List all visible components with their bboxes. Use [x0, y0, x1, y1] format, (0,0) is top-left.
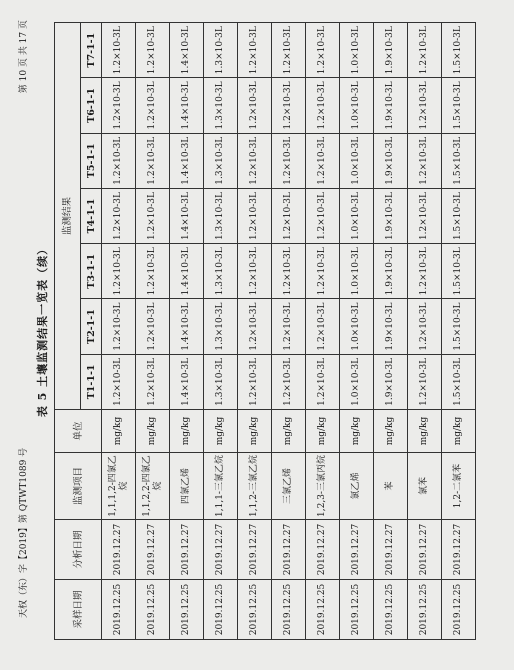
value-cell: 1.2×10-3L — [136, 244, 170, 299]
value-cell: 1.5×10-3L — [442, 23, 476, 78]
value-cell: 1.2×10-3L — [136, 23, 170, 78]
value-cell: 1.2×10-3L — [306, 354, 340, 409]
value-cell: 1.5×10-3L — [442, 78, 476, 133]
item-cell: 氯苯 — [408, 453, 442, 520]
value-cell: 1.9×10-3L — [374, 188, 408, 243]
col-point-t6-1-1: T6-1-1 — [81, 78, 102, 133]
unit-cell: mg/kg — [374, 410, 408, 453]
sample-date-cell: 2019.12.25 — [408, 580, 442, 640]
analysis-date-cell: 2019.12.27 — [102, 520, 136, 580]
table-row — [408, 23, 442, 640]
value-cell: 1.0×10-3L — [340, 188, 374, 243]
sample-date-cell: 2019.12.25 — [442, 580, 476, 640]
table-row — [272, 23, 306, 640]
value-cell: 1.9×10-3L — [374, 23, 408, 78]
value-cell: 1.4×10-3L — [170, 78, 204, 133]
col-item: 监测项目 — [55, 453, 102, 520]
col-point-t5-1-1: T5-1-1 — [81, 133, 102, 188]
sample-date-cell: 2019.12.25 — [238, 580, 272, 640]
col-point-t3-1-1: T3-1-1 — [81, 244, 102, 299]
value-cell: 1.2×10-3L — [238, 244, 272, 299]
sample-date-cell: 2019.12.25 — [102, 580, 136, 640]
table-row — [442, 23, 476, 640]
rotated-page-content — [19, 10, 492, 650]
item-cell: 三氯乙烯 — [272, 453, 306, 520]
value-cell: 1.2×10-3L — [102, 244, 136, 299]
value-cell: 1.3×10-3L — [204, 133, 238, 188]
value-cell: 1.5×10-3L — [442, 244, 476, 299]
value-cell: 1.2×10-3L — [306, 299, 340, 354]
value-cell: 1.4×10-3L — [170, 133, 204, 188]
value-cell: 1.5×10-3L — [442, 133, 476, 188]
item-cell: 1,2-二氯苯 — [442, 453, 476, 520]
col-point-t2-1-1: T2-1-1 — [81, 299, 102, 354]
table-row — [238, 23, 272, 640]
table-row — [102, 23, 136, 640]
unit-cell: mg/kg — [102, 410, 136, 453]
analysis-date-cell: 2019.12.27 — [374, 520, 408, 580]
value-cell: 1.2×10-3L — [102, 78, 136, 133]
sample-date-cell: 2019.12.25 — [374, 580, 408, 640]
value-cell: 1.4×10-3L — [170, 23, 204, 78]
value-cell: 1.4×10-3L — [170, 354, 204, 409]
item-cell: 四氯乙烯 — [170, 453, 204, 520]
value-cell: 1.2×10-3L — [272, 354, 306, 409]
value-cell: 1.2×10-3L — [272, 78, 306, 133]
item-cell: 1,1,2-三氯乙烷 — [238, 453, 272, 520]
value-cell: 1.2×10-3L — [272, 133, 306, 188]
analysis-date-cell: 2019.12.27 — [136, 520, 170, 580]
table-row — [170, 23, 204, 640]
value-cell: 1.2×10-3L — [238, 354, 272, 409]
col-point-t7-1-1: T7-1-1 — [81, 23, 102, 78]
item-cell: 1,2,3-三氯丙烷 — [306, 453, 340, 520]
value-cell: 1.9×10-3L — [374, 299, 408, 354]
value-cell: 1.2×10-3L — [102, 299, 136, 354]
analysis-date-cell: 2019.12.27 — [306, 520, 340, 580]
value-cell: 1.2×10-3L — [238, 78, 272, 133]
unit-cell: mg/kg — [170, 410, 204, 453]
value-cell: 1.2×10-3L — [136, 78, 170, 133]
value-cell: 1.0×10-3L — [340, 78, 374, 133]
analysis-date-cell: 2019.12.27 — [170, 520, 204, 580]
value-cell: 1.2×10-3L — [238, 133, 272, 188]
value-cell: 1.2×10-3L — [102, 133, 136, 188]
table-row — [204, 23, 238, 640]
value-cell: 1.0×10-3L — [340, 244, 374, 299]
value-cell: 1.2×10-3L — [272, 299, 306, 354]
value-cell: 1.5×10-3L — [442, 354, 476, 409]
value-cell: 1.2×10-3L — [408, 23, 442, 78]
col-sample-date: 采样日期 — [55, 580, 102, 640]
value-cell: 1.0×10-3L — [340, 354, 374, 409]
sample-date-cell: 2019.12.25 — [340, 580, 374, 640]
value-cell: 1.4×10-3L — [170, 244, 204, 299]
table-title: 表 5 土壤监测结果一览表（续） — [36, 242, 49, 418]
value-cell: 1.2×10-3L — [306, 133, 340, 188]
sample-date-cell: 2019.12.25 — [272, 580, 306, 640]
value-cell: 1.2×10-3L — [238, 188, 272, 243]
analysis-date-cell: 2019.12.27 — [442, 520, 476, 580]
col-point-t4-1-1: T4-1-1 — [81, 188, 102, 243]
value-cell: 1.2×10-3L — [136, 299, 170, 354]
value-cell: 1.2×10-3L — [136, 354, 170, 409]
analysis-date-cell: 2019.12.27 — [204, 520, 238, 580]
unit-cell: mg/kg — [136, 410, 170, 453]
value-cell: 1.2×10-3L — [408, 188, 442, 243]
value-cell: 1.2×10-3L — [408, 244, 442, 299]
value-cell: 1.2×10-3L — [306, 244, 340, 299]
unit-cell: mg/kg — [408, 410, 442, 453]
analysis-date-cell: 2019.12.27 — [340, 520, 374, 580]
value-cell: 1.2×10-3L — [102, 188, 136, 243]
value-cell: 1.2×10-3L — [408, 133, 442, 188]
value-cell: 1.9×10-3L — [374, 354, 408, 409]
analysis-date-cell: 2019.12.27 — [408, 520, 442, 580]
unit-cell: mg/kg — [306, 410, 340, 453]
col-point-t1-1-1: T1-1-1 — [81, 354, 102, 409]
unit-cell: mg/kg — [340, 410, 374, 453]
value-cell: 1.2×10-3L — [136, 133, 170, 188]
value-cell: 1.3×10-3L — [204, 244, 238, 299]
sample-date-cell: 2019.12.25 — [170, 580, 204, 640]
item-cell: 1,1,2,2-四氯乙烷 — [136, 453, 170, 520]
sample-date-cell: 2019.12.25 — [306, 580, 340, 640]
value-cell: 1.2×10-3L — [272, 244, 306, 299]
value-cell: 1.0×10-3L — [340, 133, 374, 188]
table-row — [340, 23, 374, 640]
value-cell: 1.2×10-3L — [102, 354, 136, 409]
item-cell: 氯乙烯 — [340, 453, 374, 520]
value-cell: 1.2×10-3L — [306, 188, 340, 243]
unit-cell: mg/kg — [238, 410, 272, 453]
analysis-date-cell: 2019.12.27 — [238, 520, 272, 580]
value-cell: 1.2×10-3L — [272, 23, 306, 78]
value-cell: 1.9×10-3L — [374, 133, 408, 188]
col-unit: 单位 — [55, 410, 102, 453]
value-cell: 1.2×10-3L — [272, 188, 306, 243]
value-cell: 1.5×10-3L — [442, 188, 476, 243]
analysis-date-cell: 2019.12.27 — [272, 520, 306, 580]
item-cell: 1,1,1,2-四氯乙烷 — [102, 453, 136, 520]
value-cell: 1.2×10-3L — [408, 354, 442, 409]
value-cell: 1.3×10-3L — [204, 188, 238, 243]
report-number: 天权（东）字【2019】第 QTWT1089 号 — [19, 447, 29, 618]
value-cell: 1.3×10-3L — [204, 299, 238, 354]
value-cell: 1.2×10-3L — [408, 299, 442, 354]
sample-date-cell: 2019.12.25 — [136, 580, 170, 640]
value-cell: 1.3×10-3L — [204, 23, 238, 78]
item-cell: 苯 — [374, 453, 408, 520]
item-cell: 1,1,1-三氯乙烷 — [204, 453, 238, 520]
value-cell: 1.0×10-3L — [340, 299, 374, 354]
table-row — [306, 23, 340, 640]
table-body — [102, 23, 476, 640]
value-cell: 1.3×10-3L — [204, 354, 238, 409]
col-results-group: 监测结果 — [55, 23, 81, 410]
sample-date-cell: 2019.12.25 — [204, 580, 238, 640]
unit-cell: mg/kg — [204, 410, 238, 453]
value-cell: 1.2×10-3L — [238, 23, 272, 78]
header-row — [55, 23, 81, 640]
value-cell: 1.9×10-3L — [374, 78, 408, 133]
col-analysis-date: 分析日期 — [55, 520, 102, 580]
value-cell: 1.2×10-3L — [136, 188, 170, 243]
value-cell: 1.4×10-3L — [170, 299, 204, 354]
table-row — [136, 23, 170, 640]
value-cell: 1.4×10-3L — [170, 188, 204, 243]
page-number: 第 10 页 共 17 页 — [19, 20, 29, 94]
value-cell: 1.2×10-3L — [306, 78, 340, 133]
soil-results-table — [54, 22, 476, 640]
value-cell: 1.5×10-3L — [442, 299, 476, 354]
unit-cell: mg/kg — [272, 410, 306, 453]
value-cell: 1.9×10-3L — [374, 244, 408, 299]
value-cell: 1.2×10-3L — [102, 23, 136, 78]
value-cell: 1.2×10-3L — [408, 78, 442, 133]
value-cell: 1.2×10-3L — [306, 23, 340, 78]
value-cell: 1.2×10-3L — [238, 299, 272, 354]
value-cell: 1.0×10-3L — [340, 23, 374, 78]
unit-cell: mg/kg — [442, 410, 476, 453]
table-row — [374, 23, 408, 640]
value-cell: 1.3×10-3L — [204, 78, 238, 133]
